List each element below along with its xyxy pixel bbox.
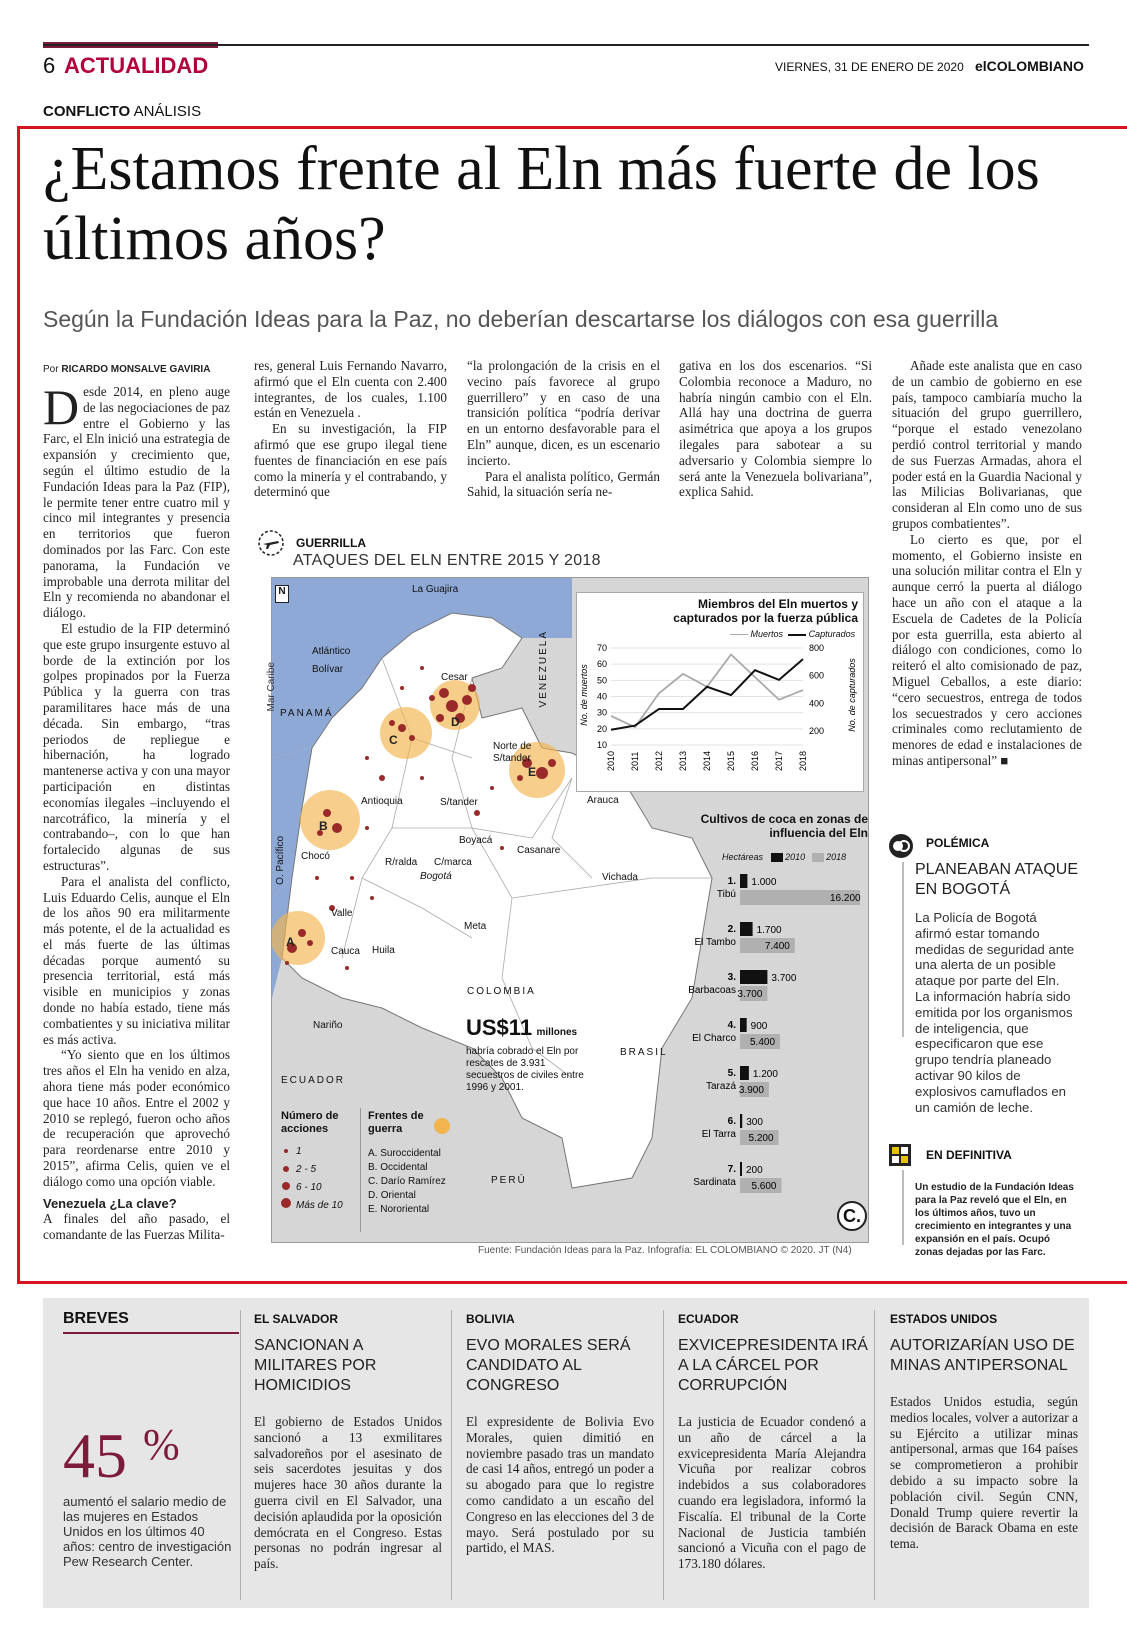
- bar-chart-unit: Hectáreas: [722, 852, 764, 862]
- inner-heading: Venezuela ¿La clave?: [43, 1195, 177, 1211]
- byline-author: RICARDO MONSALVE GAVIRIA: [61, 364, 211, 375]
- x-tick-label: 2017: [774, 750, 784, 771]
- stat-percent: %: [143, 1420, 180, 1469]
- money-callout: [466, 1015, 577, 1041]
- bar-category-label: Barbacoas: [688, 985, 736, 996]
- map-label-arauca: Arauca: [587, 795, 619, 806]
- paragraph: “Yo siento que en los últimos tres años el Eln ha venido en alza, ahora tiene más poder económico que hace 10 años. Entre el 2002 y 2010 se replegó, fueron ocho años de recuperación que aprovechó para reordenarse entre 2010 y 2015”, afirma Celis, quien ve el diálogo como una opción viable.: [43, 1047, 230, 1189]
- fronts-legend-title: Frentes de guerra: [368, 1110, 424, 1135]
- y2-tick-label: 800: [809, 643, 825, 653]
- map-label-colombia: COLOMBIA: [467, 986, 536, 997]
- breves-label: BREVES: [63, 1310, 129, 1327]
- bar-value-label: 200: [746, 1165, 763, 1176]
- actions-legend: [281, 1143, 343, 1215]
- x-tick-label: 2018: [798, 750, 808, 771]
- paragraph: gativa en los dos escenarios. “Si Colombia reconoce a Maduro, no habría ningún cambio con el Eln. Allá hay una doctrina de guerra asimétrica que apoya a los grupos ilegales para sabotear a su adversario y Colombia siempre lo será ante la Venezuela bolivariana”, explica Sahid.: [679, 358, 872, 500]
- headline: ¿Estamos frente al Eln más fuerte de los últimos años?: [43, 135, 1040, 273]
- map-label-atlantico: Atlántico: [312, 646, 351, 657]
- polemica-body: La Policía de Bogotá afirmó estar tomando medidas de seguridad ante una alerta de un posible ataque por parte del Eln. La información habría sido emitida por los organismos de inteligencia, que especificaron que ese grupo tendría planeado activar 90 kilos de explosivos camuflados en un camión de leche.: [915, 910, 1075, 1115]
- map-label-boyaca: Boyacá: [459, 835, 493, 846]
- map-label-cesar: Cesar: [441, 672, 468, 683]
- map-label-bogota: Bogotá: [420, 871, 452, 882]
- x-tick-label: 2012: [654, 750, 664, 771]
- sidebar-rule: [902, 862, 904, 1037]
- legend-divider: [360, 1108, 361, 1232]
- paragraph: Para el analista del conflicto, Luis Eduardo Celis, aunque el Eln de los años 90 era militarmente más potente, el de la actualidad es el más fuerte de las últimas décadas porque aumentó su presencia territorial, está más visible en municipios y zonas donde no había estado, tiene más combatientes y su iniciativa militar es más activa.: [43, 873, 230, 1047]
- bar-category-label: El Tambo: [694, 937, 736, 948]
- legend-label: 6 - 10: [296, 1182, 322, 1193]
- article-column-5: [892, 358, 1082, 769]
- legend-swatch-2010: [771, 853, 783, 862]
- money-description: habría cobrado el Eln por rescates de 3.931 secuestros de civiles entre 1996 y 2001.: [466, 1046, 584, 1093]
- legend-label: 2018: [826, 852, 847, 862]
- y2-tick-label: 400: [809, 698, 825, 709]
- map-label-bolivar: Bolívar: [312, 664, 344, 675]
- edition-date: VIERNES, 31 DE ENERO DE 2020: [775, 60, 964, 74]
- series-line-muertos: [611, 654, 803, 727]
- definitiva-label: EN DEFINITIVA: [926, 1148, 1012, 1162]
- breve-body: Estados Unidos estudia, según medios locales, volver a autorizar a su Ejército a utilizar minas antipersonal, armas que 164 países se comprometieron a prohibir debido a su impacto sobre la población civil. Según CNN, Donald Trump quiere revertir la decisión de Barack Obama en este tema.: [890, 1394, 1078, 1552]
- byline-prefix: Por: [43, 364, 59, 375]
- breve-ecuador: [678, 1312, 868, 1572]
- bar-rank: 5.: [727, 1068, 736, 1079]
- line-chart-legend: [730, 629, 855, 639]
- legend-swatch-capturados: [788, 634, 806, 636]
- graphic-title: ATAQUES DEL ELN ENTRE 2015 Y 2018: [293, 552, 601, 569]
- graphic-section: GUERRILLA: [296, 536, 366, 550]
- bar-rank: 3.: [727, 972, 736, 983]
- bar-2010: [740, 970, 767, 984]
- guerrilla-rifle-icon: [258, 530, 284, 556]
- byline: [43, 364, 210, 375]
- map-label-vichada: Vichada: [602, 872, 638, 883]
- paragraph-text: Lo cierto es que, por el momento, el Gobierno insiste en una solución militar contra el Eln y aunque cerró la puerta al diálogo hace un año con el ataque a la Escuela de Cadetes de la Policía por esta guerrilla, esta abierto al diálogo con condiciones, como lo reiteró el alto comisionado de paz, Miguel Ceballos, a este diario: “cero secuestros, entrega de todos los secuestrados y cero acciones criminales como reclutamiento de menores de edad e instalaciones de minas antipersonal”: [892, 531, 1082, 768]
- kicker-type: ANÁLISIS: [133, 103, 202, 120]
- graphic-source: Fuente: Fundación Ideas para la Paz. Infografía: EL COLOMBIANO © 2020. JT (N4): [478, 1245, 852, 1256]
- stat-description: aumentó el salario medio de las mujeres en Estados Unidos en los últimos 40 años: centro de investigación Pew Research Center.: [63, 1494, 232, 1569]
- bar-chart-title: Cultivos de coca en zonas de influencia del Eln: [700, 812, 868, 840]
- legend-label: 1: [296, 1146, 302, 1157]
- svg-text:D: D: [451, 715, 460, 729]
- y-axis-label: No. de muertos: [579, 664, 589, 726]
- bar-value-label: 1.000: [751, 877, 777, 888]
- kicker-topic: CONFLICTO: [43, 103, 131, 120]
- breves-accent-rule: [63, 1332, 239, 1334]
- map-label-antioquia: Antioquia: [361, 796, 403, 807]
- legend-item: D. Oriental: [368, 1190, 416, 1201]
- legend-item: C. Darío Ramírez: [368, 1176, 446, 1187]
- bar-rank: 4.: [727, 1020, 736, 1031]
- article-column-1: [43, 379, 230, 1243]
- legend-item: [281, 1197, 343, 1215]
- map-label-choco: Chocó: [301, 851, 330, 862]
- legend-item: A. Suroccidental: [368, 1148, 441, 1159]
- bar-2010: [740, 922, 753, 936]
- breve-title: EVO MORALES SERÁ CANDIDATO AL CONGRESO: [466, 1337, 631, 1394]
- bar-value-label: 5.600: [751, 1181, 777, 1192]
- bar-2010: [740, 1162, 742, 1176]
- map-label-huila: Huila: [372, 945, 395, 956]
- legend-label: Muertos: [750, 629, 784, 639]
- legend-label: Capturados: [808, 629, 856, 639]
- money-unit: millones: [536, 1027, 578, 1038]
- bar-value-label: 3.700: [737, 989, 763, 1000]
- column-rule: [874, 1310, 875, 1600]
- fronts-legend: [368, 1147, 446, 1217]
- paragraph: [892, 532, 1082, 769]
- map-label-casanare: Casanare: [517, 845, 561, 856]
- bar-rank: 2.: [727, 924, 736, 935]
- polemica-title: PLANEABAN ATAQUE EN BOGOTÁ: [915, 861, 1079, 898]
- x-tick-label: 2011: [630, 751, 640, 771]
- legend-label: 2 - 5: [296, 1164, 317, 1175]
- sidebar-rule: [902, 1170, 904, 1245]
- y2-axis-label: No. de capturados: [847, 658, 857, 732]
- bar-value-label: 300: [746, 1117, 763, 1128]
- bar-chart-legend: [722, 852, 846, 862]
- bar-category-label: El Tarra: [701, 1129, 736, 1140]
- y2-tick-label: 200: [809, 726, 825, 737]
- breve-body: El gobierno de Estados Unidos sancionó a 13 exmilitares salvadoreños por el asesinato de seis sacerdotes jesuitas y dos mujeres hace 30 años durante la guerra civil en El Salvador, una decisión aplaudida por la oposición demócrata en el Congreso. Estas personas no podrán ingresar al país.: [254, 1414, 442, 1572]
- map-label-valle: Valle: [331, 908, 353, 919]
- map-label-venezuela: VENEZUELA: [538, 630, 549, 708]
- map-label-brasil: BRASIL: [620, 1047, 668, 1058]
- paragraph: Para el analista político, Germán Sahid, la situación sería ne-: [467, 468, 660, 500]
- page-number: 6: [43, 53, 56, 78]
- y-tick-label: 40: [596, 691, 607, 702]
- paragraph: “la prolongación de la crisis en el vecino país favorece al grupo guerrillero” y en caso de una transición política “podría derivar en un entorno desfavorable para el Eln” aunque, dicen, es un escenario incierto.: [467, 358, 660, 468]
- x-tick-label: 2016: [750, 750, 760, 771]
- paragraph: Añade este analista que en caso de un cambio de gobierno en ese país, tampoco cambiaría mucho la situación del grupo guerrillero, “porque el estado venezolano perdió control territorial y mando de sus Fuerzas Armadas, ahora el poder está en la Guardia Nacional y las Milicias Bolivarianas, que consideran al Eln como uno de sus grupos combatientes”.: [892, 358, 1082, 531]
- legend-label: Más de 10: [296, 1200, 343, 1211]
- article-column-2: [254, 358, 447, 500]
- y-tick-label: 70: [596, 643, 607, 653]
- legend-item: [281, 1161, 343, 1179]
- section-label: ACTUALIDAD: [64, 53, 209, 78]
- north-arrow-icon: N: [275, 585, 289, 603]
- bar-value-label: 900: [750, 1021, 768, 1032]
- bar-category-label: Tarazá: [705, 1081, 736, 1092]
- top-rule: [43, 44, 1089, 46]
- paragraph: A finales del año pasado, el comandante de las Fuerzas Milita-: [43, 1211, 230, 1243]
- front-zone-swatch: [434, 1118, 450, 1134]
- svg-text:C: C: [389, 733, 398, 747]
- legend-swatch-2018: [812, 853, 824, 862]
- bar-rank: 6.: [727, 1116, 736, 1127]
- bar-value-label: 5.200: [748, 1133, 774, 1144]
- y-tick-label: 20: [596, 723, 607, 734]
- bar-category-label: El Charco: [692, 1033, 736, 1044]
- breve-country: ECUADOR: [678, 1312, 739, 1326]
- stat-number: 45: [63, 1420, 127, 1491]
- map-label-narino: Nariño: [313, 1020, 343, 1031]
- bar-value-label: 16.200: [830, 893, 861, 904]
- bar-category-label: Tibú: [716, 889, 736, 900]
- line-chart-title: Miembros del Eln muertos y capturados por la fuerza pública: [673, 597, 858, 625]
- x-tick-label: 2013: [678, 750, 688, 771]
- bar-value-label: 3.700: [771, 973, 797, 984]
- bar-rank: 1.: [727, 876, 736, 887]
- breve-title: AUTORIZARÍAN USO DE MINAS ANTIPERSONAL: [890, 1337, 1075, 1374]
- money-value: US$11: [466, 1015, 533, 1040]
- article-column-4: [679, 358, 872, 500]
- legend-item: [281, 1179, 343, 1197]
- legend-label: 2010: [785, 852, 806, 862]
- bar-2010: [740, 1018, 747, 1032]
- bar-value-label: 5.400: [750, 1037, 776, 1048]
- map-label-norte-santander: Norte de S/tander: [493, 741, 532, 764]
- bar-2010: [740, 1066, 749, 1080]
- definitiva-body: Un estudio de la Fundación Ideas para la Paz reveló que el Eln, en los últimos años, tuvo un crecimiento en integrantes y una expansión en el país. Ocupó zonas dejadas por las Farc.: [915, 1182, 1074, 1258]
- bar-2010: [740, 874, 747, 888]
- breve-estados-unidos: [890, 1312, 1080, 1552]
- bar-value-label: 1.700: [756, 925, 782, 936]
- y-tick-label: 60: [596, 659, 607, 670]
- breve-bolivia: [466, 1312, 656, 1556]
- subheadline: Según la Fundación Ideas para la Paz, no deberían descartarse los diálogos con esa guerrilla: [43, 306, 999, 332]
- bar-value-label: 1.200: [752, 1069, 778, 1080]
- map-label-cauca: Cauca: [331, 946, 360, 957]
- breve-country: ESTADOS UNIDOS: [890, 1312, 998, 1326]
- bar-value-label: 7.400: [764, 941, 790, 952]
- breve-country: BOLIVIA: [466, 1312, 515, 1326]
- svg-text:A: A: [286, 935, 295, 949]
- bar-2010: [740, 1114, 742, 1128]
- column-rule: [240, 1310, 241, 1600]
- svg-text:B: B: [319, 819, 328, 833]
- paragraph: res, general Luis Fernando Navarro, afirmó que el Eln cuenta con 2.400 integrantes, de los cuales, 1.100 están en Venezuela .: [254, 358, 447, 421]
- kicker: [43, 103, 201, 120]
- svg-text:E: E: [528, 765, 537, 779]
- polemica-label: POLÉMICA: [926, 836, 990, 850]
- bar-category-label: Sardinata: [693, 1177, 736, 1188]
- breve-country: EL SALVADOR: [254, 1312, 339, 1326]
- map-label-ecuador: ECUADOR: [281, 1075, 346, 1086]
- line-chart: [577, 640, 863, 790]
- map-label-meta: Meta: [464, 921, 487, 932]
- breve-body: El expresidente de Bolivia Evo Morales, quien dimitió en noviembre pasado tras un mandato de casi 14 años, entregó un poder a su abogado para que lo registre como candidato a un escaño del Congreso en las elecciones del 3 de mayo. Será postulado por su partido, el MAS.: [466, 1414, 654, 1556]
- newspaper-brand: elCOLOMBIANO: [975, 58, 1084, 74]
- paragraph: El estudio de la FIP determinó que este grupo insurgente estuvo al borde de la extinción por los golpes propinados por la Fuerza Pública y la guerra con tras paramilitares hace más de una década. Sin embargo, “tras periodos de repliegue e hibernación, ha logrado mantenerse activa y con una mayor participación en distintas economías ilegales –incluyendo el narcotráfico, la minería y el contrabando–, con lo que han fortalecido algunas de sus estructuras”.: [43, 620, 230, 873]
- map-label-la-guajira: La Guajira: [412, 584, 459, 595]
- legend-item: [281, 1143, 343, 1161]
- map-label-risaralda: R/ralda: [385, 857, 418, 868]
- y2-tick-label: 600: [809, 670, 825, 681]
- map-label-panama: PANAMÁ: [280, 708, 334, 719]
- paragraph: esde 2014, en pleno auge de las negociaciones de paz entre el Gobierno y las Farc, el Eln inició una estrategia de expansión y crecimiento que, según el último estudio de la Fundación Ideas para la Paz (FIP), le permite tener entre cuatro mil y cinco mil integrantes y presencia en territorios que fueron dominados por las Farc. Con este panorama, la Fundación ve improbable una derrota militar del Eln y recomienda no abandonar el diálogo.: [43, 384, 230, 621]
- column-rule: [451, 1310, 452, 1600]
- actions-legend-title: Número de acciones: [281, 1110, 339, 1135]
- breve-title: SANCIONAN A MILITARES POR HOMICIDIOS: [254, 1337, 377, 1394]
- map-label-pacifico: O. Pacífico: [275, 836, 286, 885]
- bar-chart: [676, 866, 868, 1226]
- y-tick-label: 10: [596, 740, 607, 750]
- y-tick-label: 30: [596, 707, 607, 718]
- drop-cap: D: [43, 379, 80, 435]
- article-column-3: [467, 358, 660, 500]
- speech-bubbles-icon: [889, 834, 913, 858]
- map-label-mar-caribe: Mar Caribe: [266, 662, 277, 712]
- breve-body: La justicia de Ecuador condenó a un año de cárcel a la exvicepresidenta María Alejandra Vicuña por realizar cobros indebidos a sus colaboradores cuando era legisladora, informó la Fiscalía. El tribunal de la Corte Nacional de Justicia también sancionó a Vicuña con el pago de 173.180 dólares.: [678, 1414, 866, 1572]
- column-rule: [663, 1310, 664, 1600]
- bar-rank: 7.: [727, 1164, 736, 1175]
- end-mark-icon: ■: [1000, 752, 1009, 768]
- legend-item: B. Occidental: [368, 1162, 428, 1173]
- paragraph: En su investigación, la FIP afirmó que ese grupo ilegal tiene fuentes de financiación en ese país como la minería y el contrabando, y determinó que: [254, 421, 447, 500]
- breve-title: EXVICEPRESIDENTA IRÁ A LA CÁRCEL POR CORRUPCIÓN: [678, 1337, 868, 1394]
- y-tick-label: 50: [596, 675, 607, 686]
- map-label-cundinamarca: C/marca: [434, 857, 472, 868]
- x-tick-label: 2015: [726, 750, 736, 771]
- legend-item: E. Nororiental: [368, 1204, 430, 1215]
- puzzle-icon: [889, 1144, 911, 1166]
- bar-value-label: 3.900: [738, 1085, 764, 1096]
- map-label-santander: S/tander: [440, 797, 478, 808]
- x-tick-label: 2010: [606, 750, 616, 771]
- legend-swatch-muertos: [730, 634, 748, 635]
- stat-value: [63, 1419, 180, 1493]
- breve-el-salvador: [254, 1312, 444, 1572]
- x-tick-label: 2014: [702, 750, 712, 771]
- newspaper-logo-icon: C.: [837, 1201, 867, 1231]
- map-label-peru: PERÚ: [491, 1175, 527, 1186]
